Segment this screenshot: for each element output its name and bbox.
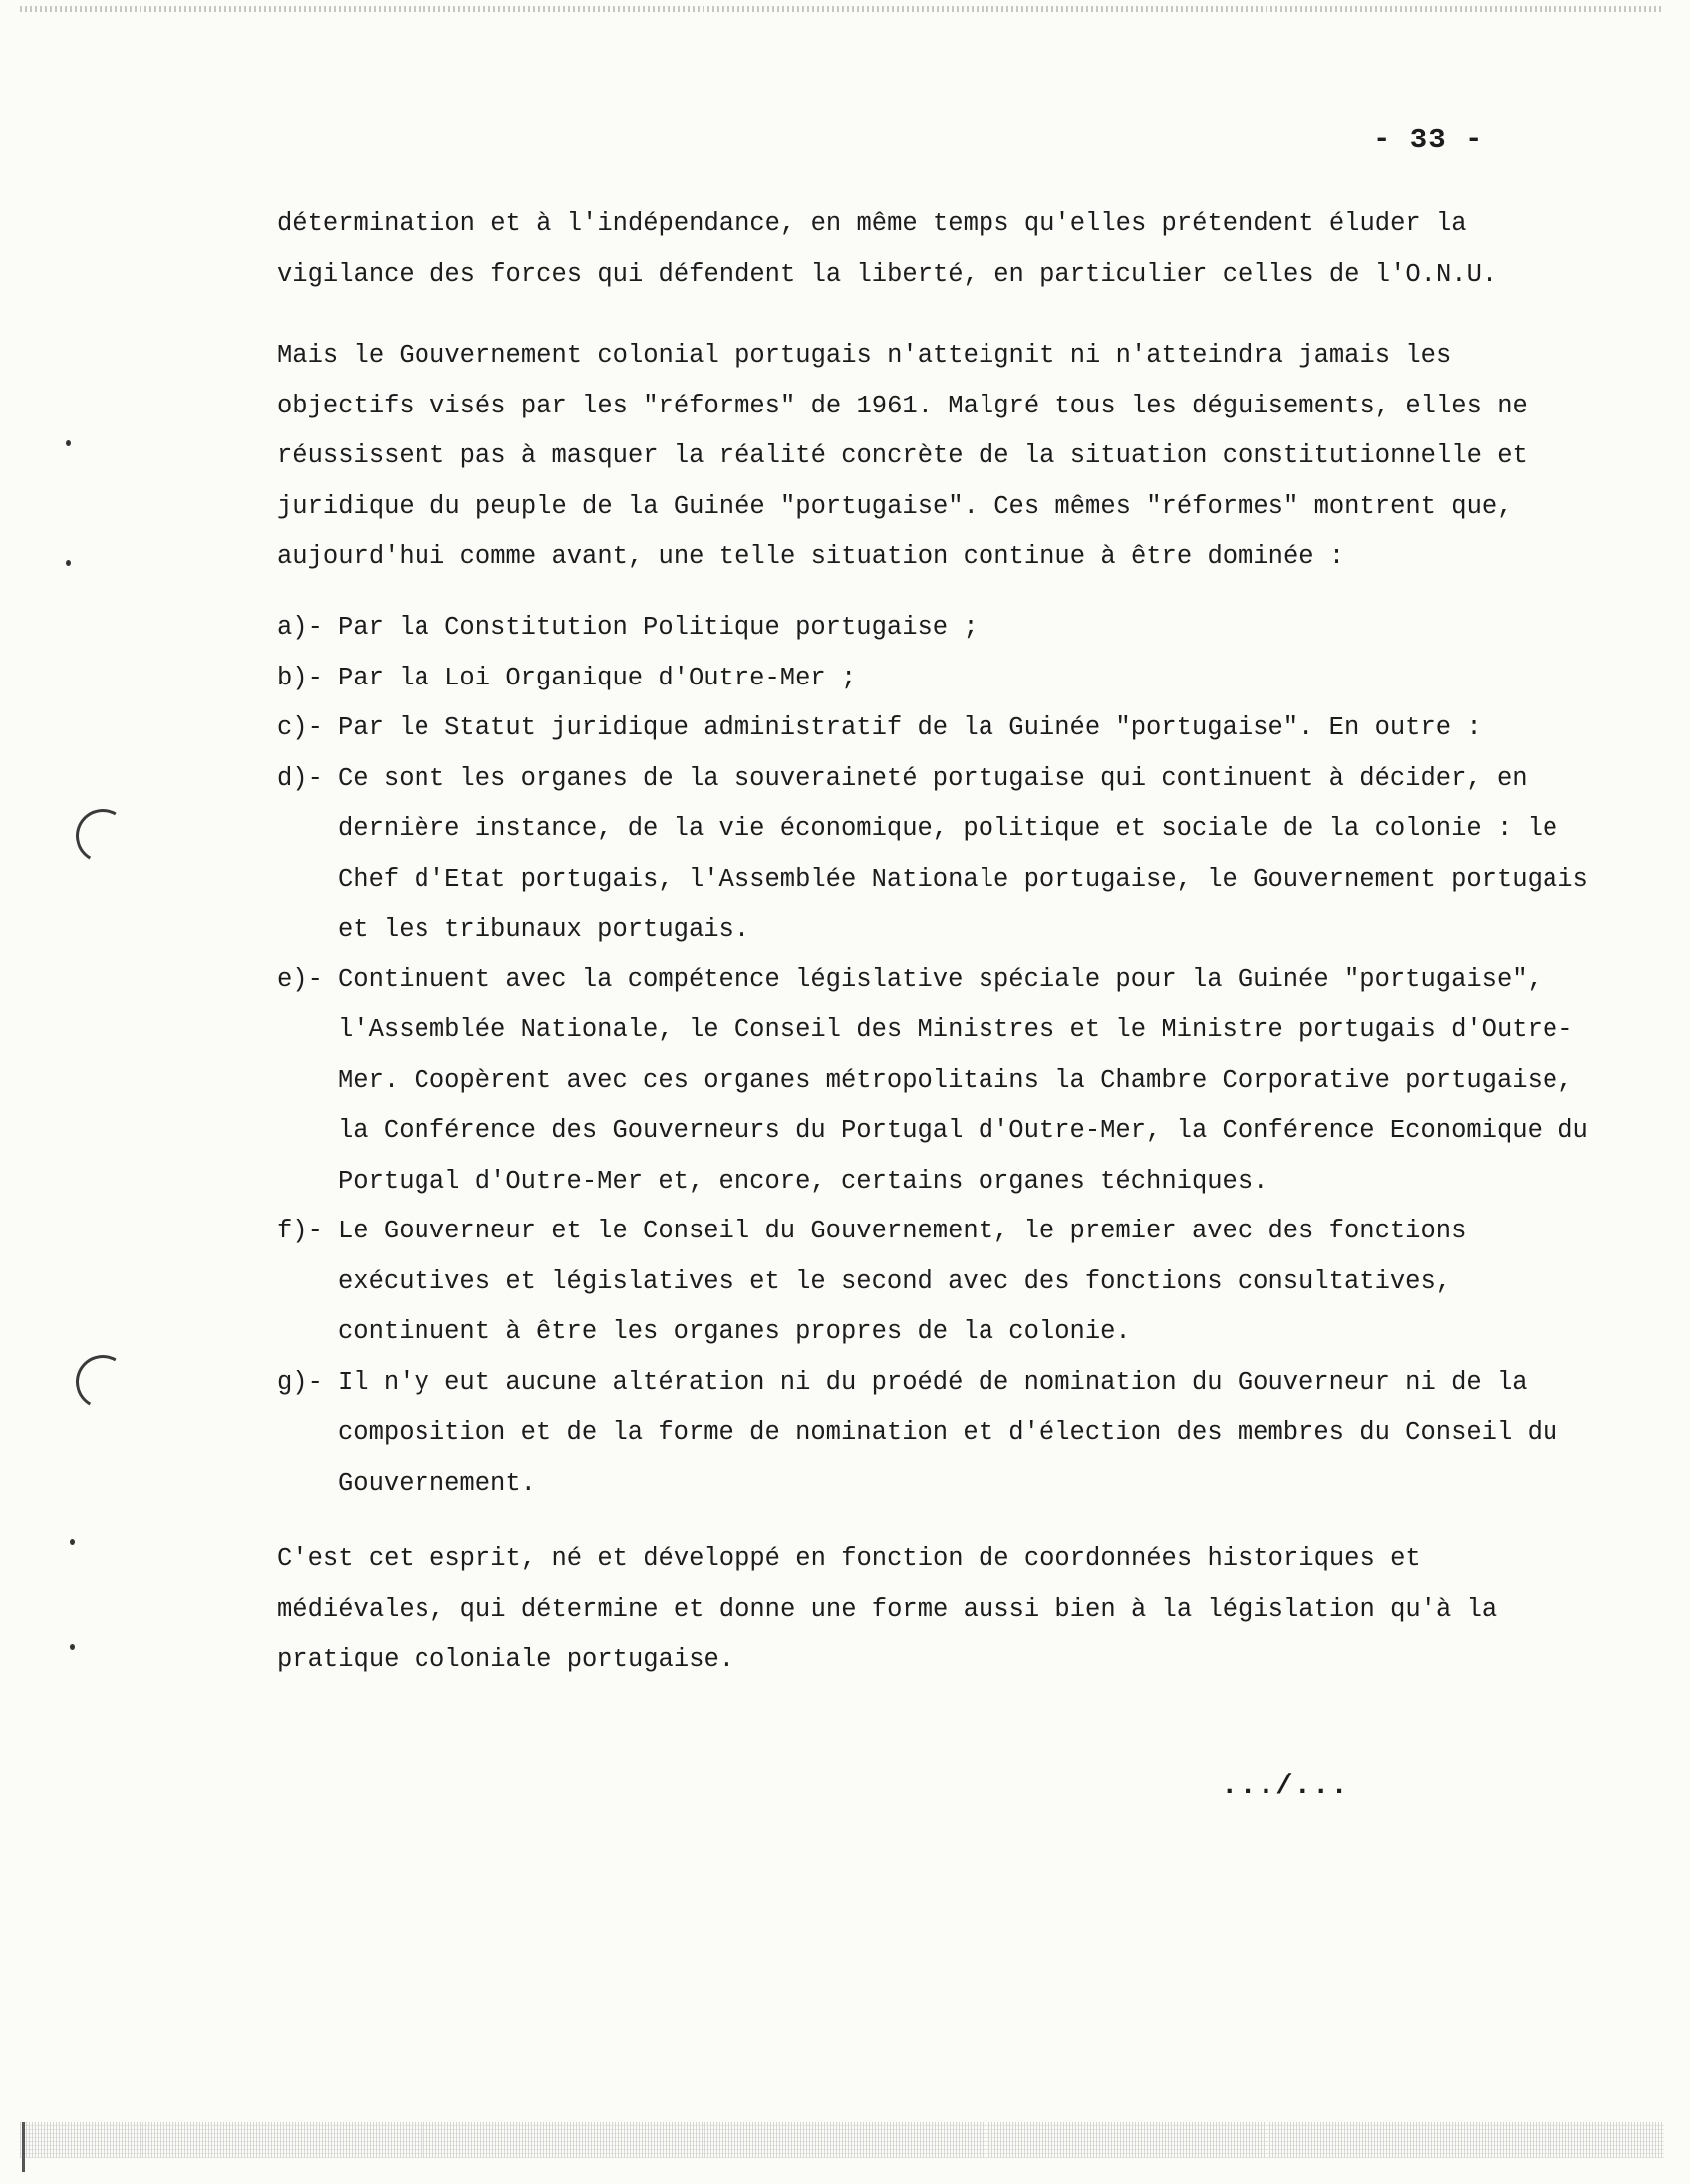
list-item	[277, 703, 1602, 754]
list-item	[277, 654, 1602, 704]
scan-artifact-bottom	[20, 2122, 1664, 2158]
list-item	[277, 1358, 1602, 1509]
list-marker: e)-	[277, 964, 323, 994]
list-item-text: Le Gouverneur et le Conseil du Gouvernement, le premier avec des fonctions exécutives et législatives et le second avec des fonctions consultatives, continuent à être les organes propres de la colonie.	[338, 1217, 1467, 1346]
scan-edge	[22, 2122, 25, 2172]
list-marker: b)-	[277, 663, 323, 692]
list-item-text: Par le Statut juridique administratif de la Guinée "portugaise". En outre :	[338, 713, 1482, 742]
list-marker: f)-	[277, 1217, 323, 1245]
paragraph-3: C'est cet esprit, né et développé en fonction de coordonnées historiques et médiévales, qui détermine et donne une forme aussi bien à la législation qu'à la pratique coloniale portugaise.	[277, 1544, 1498, 1674]
scan-speck	[70, 1539, 75, 1545]
continuation-mark: .../...	[1221, 1770, 1349, 1802]
punch-hole-lower	[70, 1349, 136, 1415]
list-reforms	[277, 603, 1602, 1508]
list-item	[277, 603, 1602, 654]
scan-speck	[66, 440, 71, 446]
scan-artifact-top	[20, 6, 1664, 12]
list-item-text: Continuent avec la compétence législative spéciale pour la Guinée "portugaise", l'Assemblée Nationale, le Conseil des Ministres et le Ministre portugais d'Outre-Mer. Coopèrent avec ces organes métropolitains la Chambre Corporative portugaise, la Conférence des Gouverneurs du Portugal d'Outre-Mer, la Conférence Economique du Portugal d'Outre-Mer et, encore, certains organes téchniques.	[338, 964, 1588, 1196]
list-item-text: Il n'y eut aucune altération ni du proédé de nomination du Gouverneur ni de la composition et de la forme de nomination et d'élection des membres du Conseil du Gouvernement.	[338, 1367, 1558, 1498]
list-item-text: Ce sont les organes de la souveraineté portugaise qui continuent à décider, en dernière instance, de la vie économique, politique et sociale de la colonie : le Chef d'Etat portugais, l'Assemblée Nationale portugaise, le Gouvernement portugais et les tribunaux portugais.	[338, 763, 1588, 944]
list-item	[277, 754, 1602, 956]
scan-speck	[66, 560, 71, 566]
list-item-text: Par la Constitution Politique portugaise ;	[338, 613, 979, 642]
list-item	[277, 1207, 1602, 1358]
list-marker: d)-	[277, 763, 323, 793]
scan-speck	[70, 1644, 75, 1650]
list-marker: c)-	[277, 713, 323, 742]
paragraph-2: Mais le Gouvernement colonial portugais n'atteignit ni n'atteindra jamais les objectifs visés par les "réformes" de 1961. Malgré tous les déguisements, elles ne réussissent pas à masquer la réalité concrète de la situation constitutionnelle et juridique du peuple de la Guinée "portugaise". Ces mêmes "réformes" montrent que, aujourd'hui comme avant, une telle situation continue à être dominée :	[277, 341, 1528, 571]
punch-hole-upper	[70, 803, 136, 869]
page-number: - 33 -	[1373, 124, 1484, 156]
list-marker: g)-	[277, 1367, 323, 1397]
list-item-text: Par la Loi Organique d'Outre-Mer ;	[338, 663, 857, 692]
list-item	[277, 956, 1602, 1208]
list-marker: a)-	[277, 613, 323, 642]
paragraph-1: détermination et à l'indépendance, en même temps qu'elles prétendent éluder la vigilance des forces qui défendent la liberté, en particulier celles de l'O.N.U.	[277, 209, 1498, 289]
